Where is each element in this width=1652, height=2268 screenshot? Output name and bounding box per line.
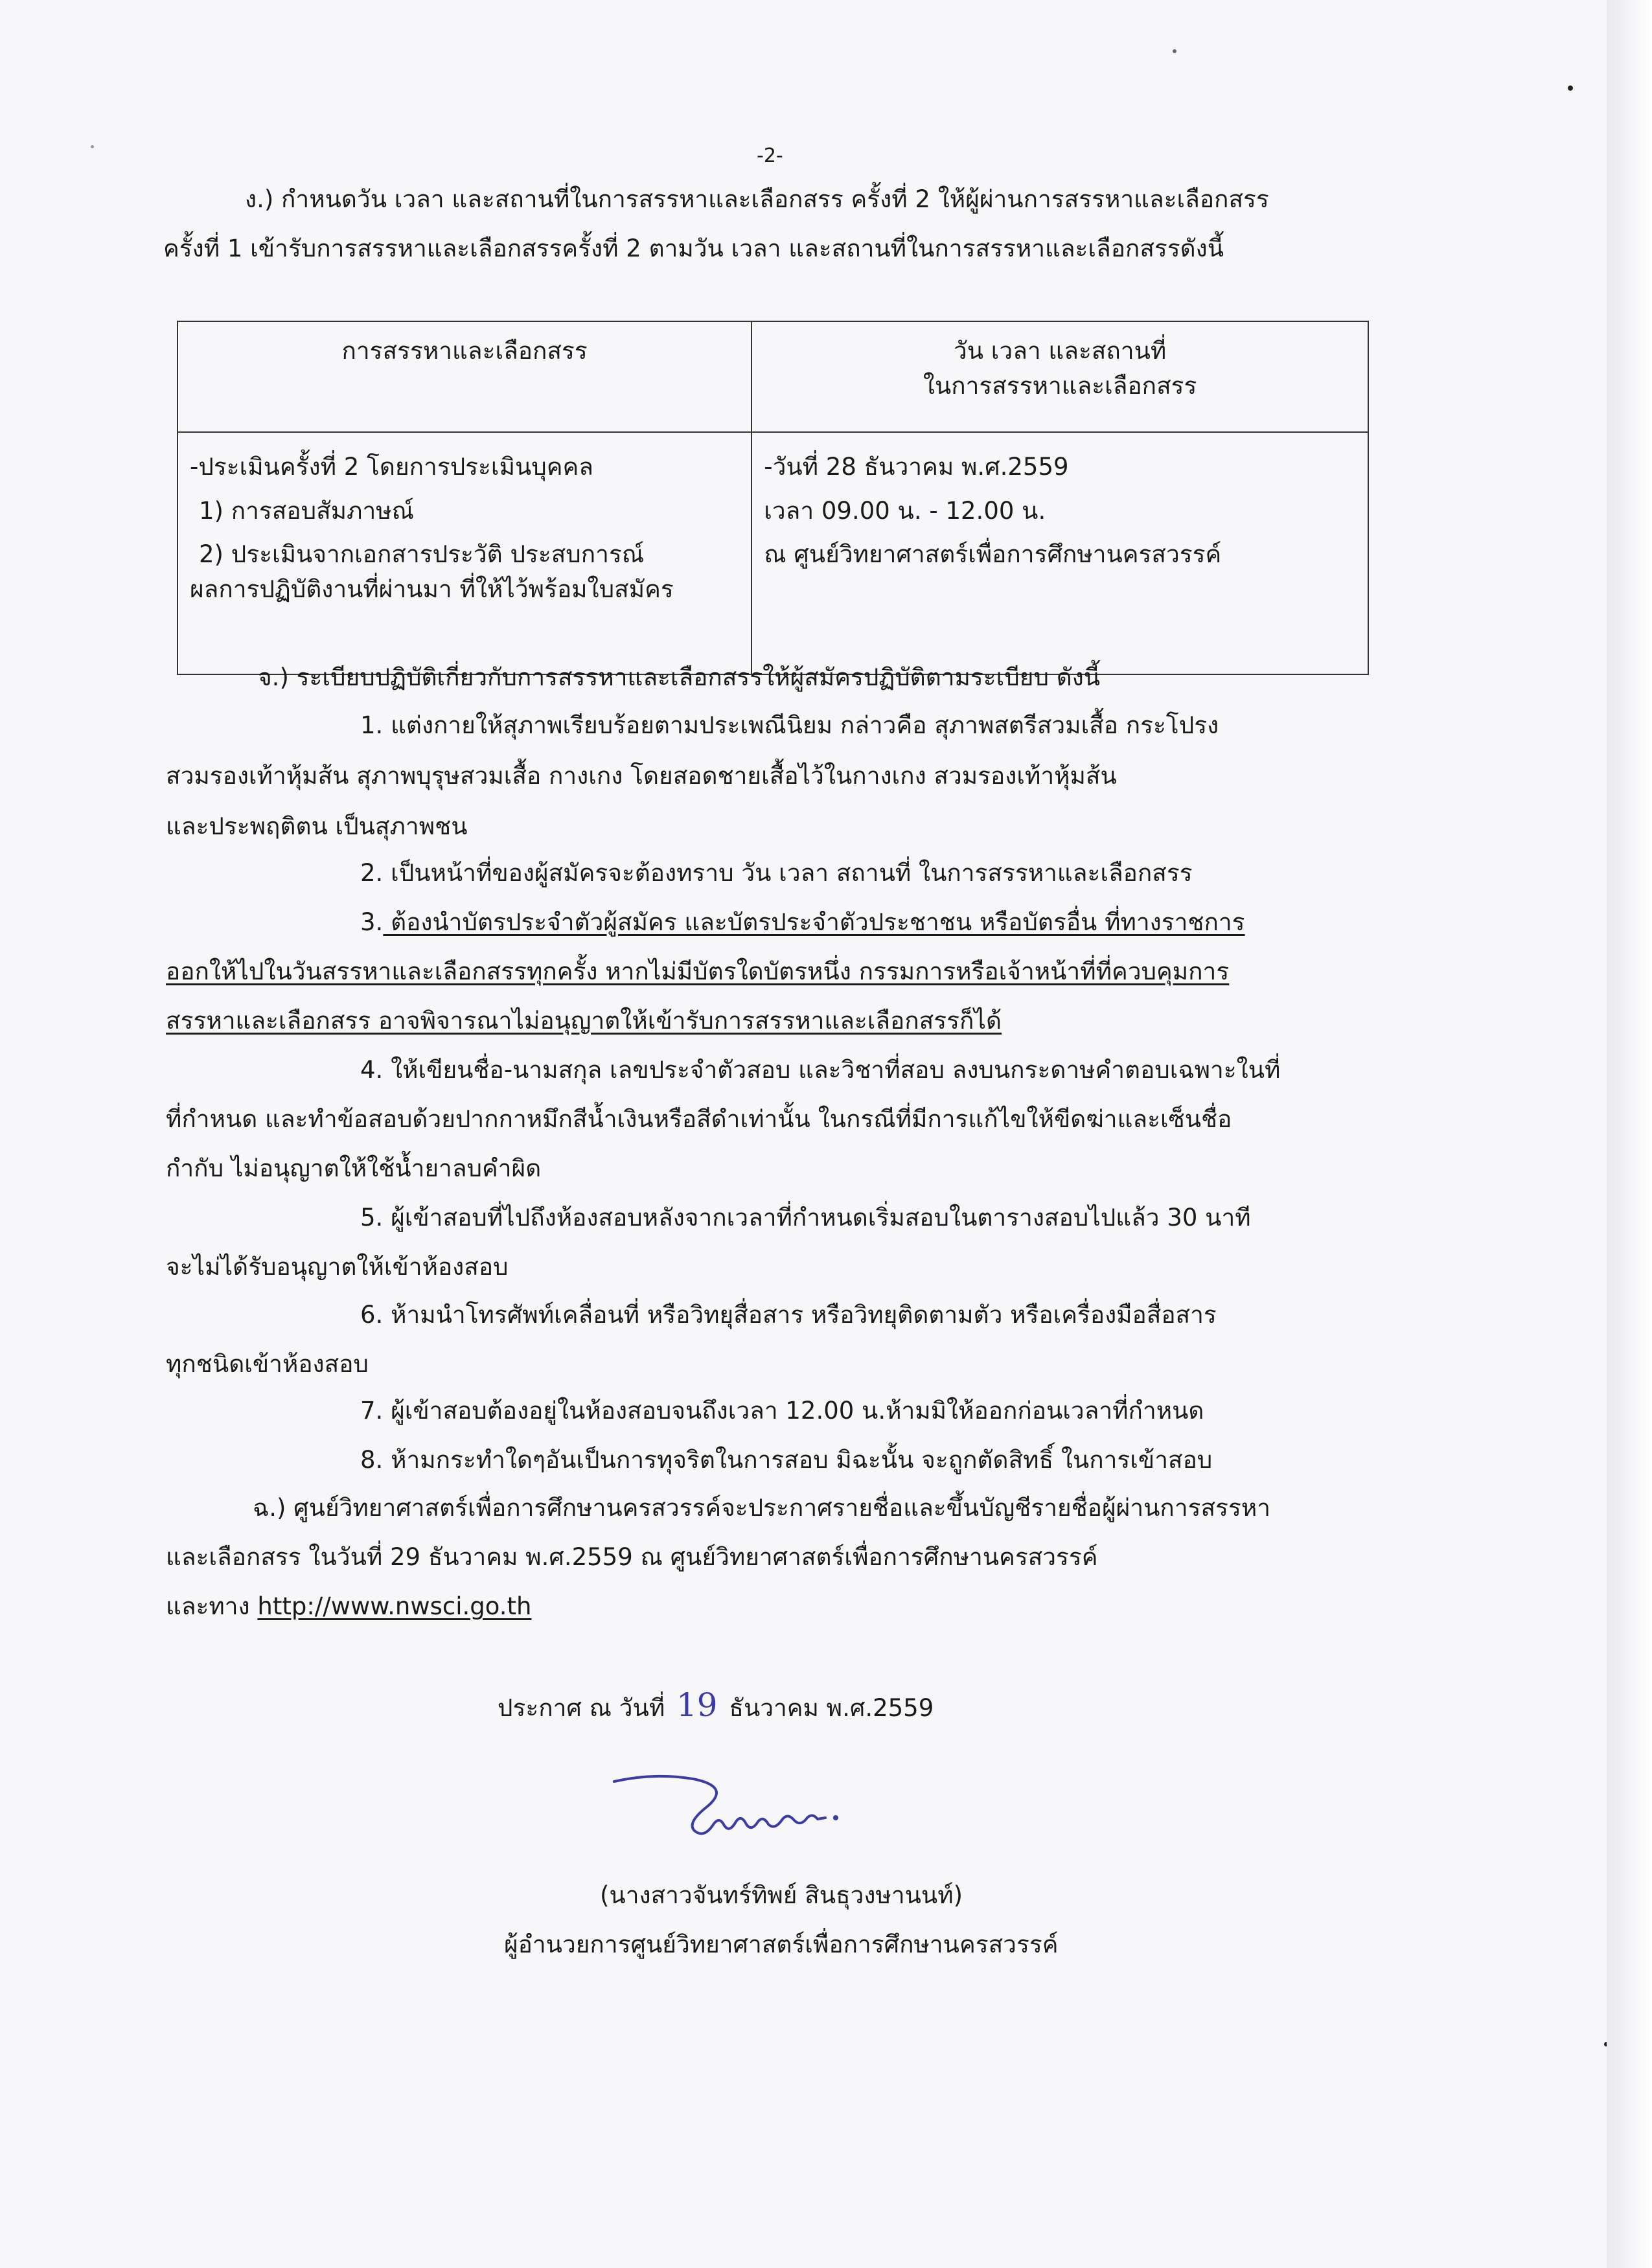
- signatory-name: (นางสาวจันทร์ทิพย์ สินธุวงษานนท์): [600, 1881, 963, 1909]
- scan-speck: [1568, 86, 1573, 91]
- para-f-line-1: ฉ.) ศูนย์วิทยาศาสตร์เพื่อการศึกษานครสวรรค์จะประกาศรายชื่อและขึ้นบัญชีรายชื่อผู้ผ่านการสรรหา: [253, 1494, 1270, 1522]
- method-line: -ประเมินครั้งที่ 2 โดยการประเมินบุคคล: [190, 453, 593, 481]
- scan-speck: [91, 145, 94, 148]
- method-line: 1) การสอบสัมภาษณ์: [199, 496, 414, 525]
- header-when-line-2: ในการสรรหาและเลือกสรร: [923, 371, 1197, 400]
- rule-1-line-3: และประพฤติตน เป็นสุภาพชน: [166, 812, 468, 840]
- signature-mark: [609, 1763, 855, 1848]
- rule-4-line-3: กำกับ ไม่อนุญาตให้ใช้น้ำยาลบคำผิด: [166, 1154, 542, 1182]
- cell-when-where: [751, 432, 1368, 674]
- scan-speck: [1173, 49, 1176, 53]
- handwritten-day: 19: [676, 1686, 718, 1724]
- schedule-table: [177, 321, 1369, 675]
- rule-5-line-1: 5. ผู้เข้าสอบที่ไปถึงห้องสอบหลังจากเวลาที่กำหนดเริ่มสอบในตารางสอบไปแล้ว 30 นาที: [360, 1204, 1251, 1231]
- rule-1-line-1: 1. แต่งกายให้สุภาพเรียบร้อยตามประเพณีนิยม กล่าวคือ สุภาพสตรีสวมเสื้อ กระโปรง: [360, 711, 1219, 739]
- rule-1-line-2: สวมรองเท้าหุ้มส้น สุภาพบุรุษสวมเสื้อ กางเกง โดยสอดชายเสื้อไว้ในกางเกง สวมรองเท้าหุ้มส้น: [166, 762, 1117, 790]
- para-f-line-3: [166, 1592, 531, 1621]
- announcement-date: [498, 1686, 934, 1724]
- cell-method: [178, 432, 751, 674]
- header-when-line-1: วัน เวลา และสถานที่: [953, 337, 1167, 365]
- para-f-line-2: และเลือกสรร ในวันที่ 29 ธันวาคม พ.ศ.2559 ณ ศูนย์วิทยาศาสตร์เพื่อการศึกษานครสวรรค์: [166, 1543, 1098, 1571]
- scan-edge: [1607, 0, 1652, 2268]
- header-method-label: การสรรหาและเลือกสรร: [341, 337, 588, 365]
- page-number: -2-: [757, 144, 783, 167]
- rule-3-line-2: ออกให้ไปในวันสรรหาและเลือกสรรทุกครั้ง หากไม่มีบัตรใดบัตรหนึ่ง กรรมการหรือเจ้าหน้าที่ที่ควบคุมการ: [166, 957, 1230, 985]
- when-where-line: เวลา 09.00 น. - 12.00 น.: [764, 496, 1046, 525]
- rule-3-line-3: สรรหาและเลือกสรร อาจพิจารณาไม่อนุญาตให้เข้ารับการสรรหาและเลือกสรรก็ได้: [166, 1007, 1002, 1035]
- method-line: ผลการปฏิบัติงานที่ผ่านมา ที่ให้ไว้พร้อมใบสมัคร: [190, 575, 674, 603]
- rule-4-line-1: 4. ให้เขียนชื่อ-นามสกุล เลขประจำตัวสอบ และวิชาที่สอบ ลงบนกระดาษคำตอบเฉพาะในที่: [360, 1056, 1281, 1084]
- para-d-line-2: ครั้งที่ 1 เข้ารับการสรรหาและเลือกสรรครั้งที่ 2 ตามวัน เวลา และสถานที่ในการสรรหาและเลือกสรรดังนี้: [163, 235, 1224, 262]
- rule-6-line-2: ทุกชนิดเข้าห้องสอบ: [166, 1350, 369, 1378]
- date-suffix: ธันวาคม พ.ศ.2559: [721, 1694, 934, 1722]
- when-where-line: ณ ศูนย์วิทยาศาสตร์เพื่อการศึกษานครสวรรค์: [764, 540, 1222, 569]
- rule-2: 2. เป็นหน้าที่ของผู้สมัครจะต้องทราบ วัน เวลา สถานที่ ในการสรรหาและเลือกสรร: [360, 859, 1193, 887]
- rule-7: 7. ผู้เข้าสอบต้องอยู่ในห้องสอบจนถึงเวลา 12.00 น.ห้ามมิให้ออกก่อนเวลาที่กำหนด: [360, 1397, 1204, 1425]
- when-where-line: -วันที่ 28 ธันวาคม พ.ศ.2559: [764, 453, 1069, 481]
- website-link[interactable]: http://www.nwsci.go.th: [257, 1592, 532, 1620]
- col-header-method: [178, 321, 751, 432]
- rule-5-line-2: จะไม่ได้รับอนุญาตให้เข้าห้องสอบ: [166, 1253, 509, 1281]
- rule-3-number: 3.: [360, 908, 384, 936]
- para-e-intro: จ.) ระเบียบปฏิบัติเกี่ยวกับการสรรหาและเลือกสรรให้ผู้สมัครปฏิบัติตามระเบียบ ดังนี้: [258, 663, 1101, 691]
- method-line: 2) ประเมินจากเอกสารประวัติ ประสบการณ์: [199, 540, 645, 569]
- para-f-prefix: และทาง: [166, 1592, 258, 1620]
- table-row: [178, 432, 1368, 674]
- rule-3-text: ต้องนำบัตรประจำตัวผู้สมัคร และบัตรประจำตัวประชาชน หรือบัตรอื่น ที่ทางราชการ: [383, 908, 1245, 936]
- rule-8: 8. ห้ามกระทำใดๆอันเป็นการทุจริตในการสอบ มิฉะนั้น จะถูกตัดสิทธิ์ ในการเข้าสอบ: [360, 1446, 1213, 1474]
- para-d-line-1: ง.) กำหนดวัน เวลา และสถานที่ในการสรรหาและเลือกสรร ครั้งที่ 2 ให้ผู้ผ่านการสรรหาและเลือกสรร: [245, 185, 1269, 213]
- col-header-when-where: [751, 321, 1368, 432]
- signatory-position: ผู้อำนวยการศูนย์วิทยาศาสตร์เพื่อการศึกษานครสวรรค์: [504, 1930, 1059, 1958]
- table-header-row: [178, 321, 1368, 432]
- rule-3-line-1: [360, 908, 1245, 937]
- rule-4-line-2: ที่กำหนด และทำข้อสอบด้วยปากกาหมึกสีน้ำเงินหรือสีดำเท่านั้น ในกรณีที่มีการแก้ไขให้ขีดฆ่าและเซ็นชื่อ: [166, 1105, 1232, 1133]
- rule-6-line-1: 6. ห้ามนำโทรศัพท์เคลื่อนที่ หรือวิทยุสื่อสาร หรือวิทยุติดตามตัว หรือเครื่องมือสื่อสาร: [360, 1301, 1217, 1329]
- date-prefix: ประกาศ ณ วันที่: [498, 1694, 672, 1722]
